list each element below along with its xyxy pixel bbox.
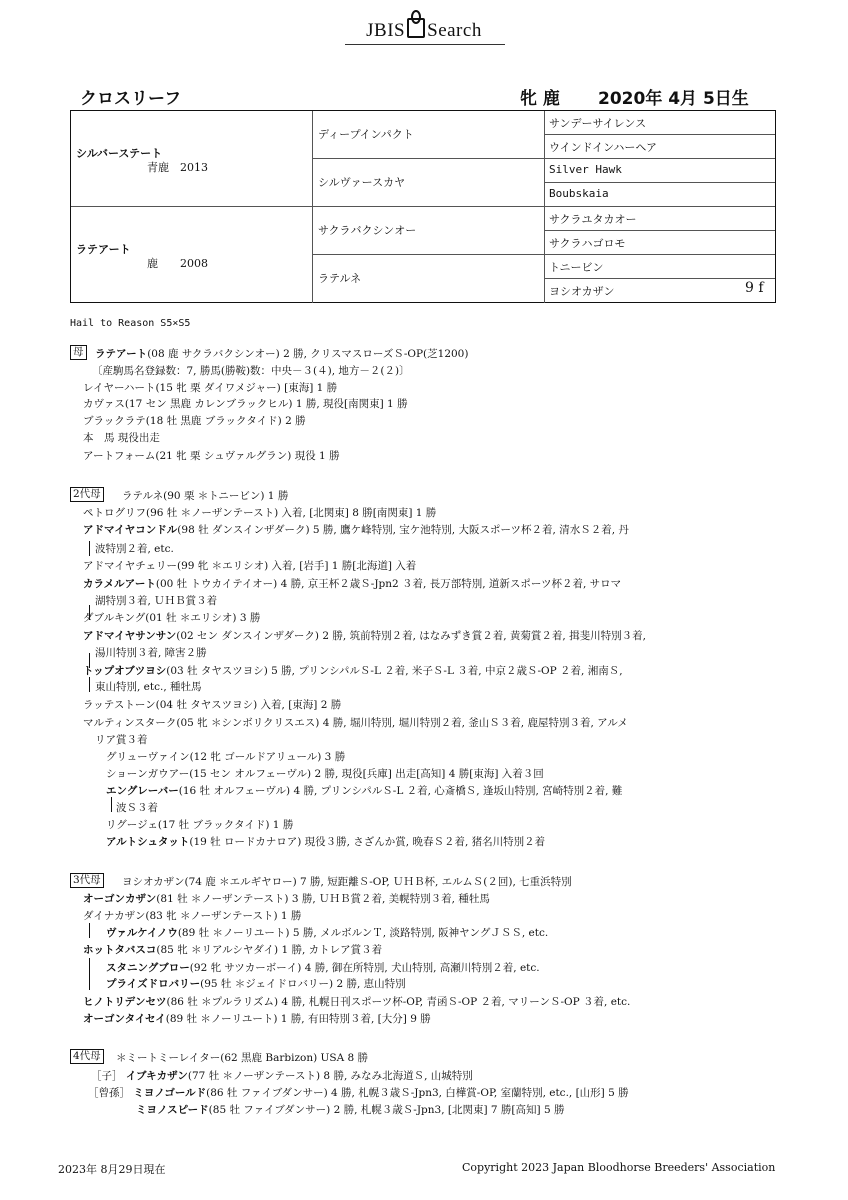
family-line (83, 1011, 431, 1026)
indent-bar (89, 541, 90, 556)
inbreeding-text: Hail to Reason S5×S5 (70, 318, 191, 329)
line-detail: (03 牡 タヤスツヨシ) 5 勝, プリンシパルＳ-L ２着, 米子Ｓ-L ３着, 中京２歳Ｓ-OP ２着, 湘南Ｓ, (166, 665, 623, 677)
dam-info: 鹿 2008 (147, 257, 208, 270)
gen2-label (70, 487, 108, 502)
sire-info: 青鹿 2013 (147, 161, 208, 174)
pedigree-dd-cell (313, 255, 545, 303)
horse-name: クロスリーフ (80, 89, 182, 109)
horse-name-bold: アドマイヤコンドル (83, 524, 178, 536)
pedigree-table (70, 110, 776, 303)
pedigree-sire-cell (71, 111, 313, 207)
horse-name-bold: カラメルアート (83, 578, 156, 590)
horse-name-bold: プライズドロバリー (106, 978, 201, 990)
line-detail: (85 牡 ファイブダンサー) 2 勝, 札幌３歳Ｓ-Jpn3, [北関東] 7 勝[高知] 5 勝 (208, 1104, 565, 1116)
line-text: 本 馬 現役出走 (83, 432, 160, 444)
dsd-name: サクラハゴロモ (549, 237, 626, 250)
family-line (83, 697, 341, 712)
line-detail: (95 牡 ＊ジェイドロバリー) 2 勝, 恵山特別 (200, 978, 406, 990)
footer-date: 2023年 8月29日現在 (58, 1163, 166, 1176)
line-text: ショーンガウアー(15 セン オルフェーヴル) 2 勝, 現役[兵庫] 出走[高知] 4 勝[東海] 入着３回 (106, 768, 544, 780)
logo-text-right: Search (427, 20, 482, 41)
family-line (106, 766, 544, 781)
line-detail: (89 牡 ＊ノーリユート) 5 勝, メルボルンＴ, 淡路特別, 阪神ヤングＪＳＳ, etc. (177, 927, 549, 939)
line-text: ［子］ (91, 1070, 126, 1082)
line-detail: (77 牡 ＊ノーザンテースト) 8 勝, みなみ北海道Ｓ, 山城特別 (187, 1070, 473, 1082)
section-label-box: 4代母 (70, 1049, 104, 1064)
family-line (83, 396, 408, 411)
family-line (83, 380, 337, 395)
horse-name-bold: ミヨノゴールド (133, 1087, 207, 1099)
family-line (106, 749, 345, 764)
line-detail: (92 牝 サツカーボーイ) 4 勝, 御在所特別, 犬山特別, 高瀬川特別２着, etc. (189, 962, 540, 974)
indent-bar (89, 958, 90, 990)
family-line (83, 908, 301, 923)
logo-divider (345, 44, 505, 45)
family-line (95, 732, 148, 747)
pedigree-dss-cell (545, 207, 775, 231)
family-line (83, 715, 628, 730)
indent-bar (89, 653, 90, 668)
line-text: ヨシオカザン(74 鹿 ＊エルギヤロー) 7 勝, 短距離Ｓ-OP, ＵＨＢ杯, エルムＳ(２回), 七重浜特別 (122, 876, 572, 888)
horse-name-bold: エングレーバー (106, 785, 179, 797)
sdd-name: Boubskaia (549, 187, 609, 200)
line-text: アドマイヤチェリー(99 牝 ＊エリシオ) 入着, [岩手] 1 勝[北海道] 入着 (83, 560, 417, 572)
indent-bar (89, 677, 90, 692)
family-line (95, 346, 468, 361)
family-line (95, 593, 217, 608)
ddd-name: ヨシオカザン (549, 285, 615, 298)
horse-sex-color: 牝 鹿 (520, 89, 560, 109)
line-text: 東山特別, etc., 種牡馬 (95, 681, 202, 693)
indent-bar (89, 605, 90, 620)
family-line (83, 413, 306, 428)
family-line (83, 994, 630, 1009)
line-text: 湯川特別３着, 障害２勝 (95, 647, 207, 659)
family-number: 9 f (745, 280, 764, 296)
family-line (116, 800, 158, 815)
line-detail: (02 セン ダンスインザダーク) 2 勝, 筑前特別２着, はなみずき賞２着, 黄菊賞２着, 揖斐川特別３着, (176, 630, 646, 642)
section-label-box: 母 (70, 345, 87, 360)
line-text: ［曾孫］ (88, 1087, 134, 1099)
horse-name-bold: ラテアート (95, 348, 148, 360)
jbis-logo (0, 18, 848, 42)
indent-bar (89, 923, 90, 938)
pedigree-ds-cell (313, 207, 545, 255)
line-text: ダブルキング(01 牡 ＊エリシオ) 3 勝 (83, 612, 261, 624)
dss-name: サクラユタカオー (549, 213, 637, 226)
family-line (83, 663, 623, 678)
footer-copyright: Copyright 2023 Japan Bloodhorse Breeders' Association (462, 1161, 776, 1174)
family-line (106, 817, 293, 832)
line-detail: (98 牡 ダンスインザダーク) 5 勝, 鷹ケ峰特別, 宝ケ池特別, 大阪スポーツ杯２着, 清水Ｓ２着, 丹 (177, 524, 629, 536)
sire-name: シルバーステート (76, 147, 163, 160)
line-text: カヴァス(17 セン 黒鹿 カレンブラックヒル) 1 勝, 現役[南関東] 1 勝 (83, 398, 408, 410)
horse-name-bold: オーゴンタイセイ (83, 1013, 166, 1025)
horse-birth-date: 2020年 4月 5日生 (598, 89, 749, 109)
horse-name-bold: アルトシュタット (106, 836, 190, 848)
family-line (83, 628, 646, 643)
family-line (95, 645, 207, 660)
gen3-label (70, 873, 108, 888)
family-line (95, 679, 202, 694)
dd-name: ラテルネ (318, 272, 362, 285)
line-text: ラッテストーン(04 牡 タヤスツヨシ) 入着, [東海] 2 勝 (83, 699, 342, 711)
pedigree-sds-cell (545, 159, 775, 183)
line-text: ＊ミートミーレイター(62 黒鹿 Barbizon) USA 8 勝 (116, 1052, 369, 1064)
pedigree-ss-cell (313, 111, 545, 159)
line-text: リグージェ(17 牡 ブラックタイド) 1 勝 (106, 819, 294, 831)
horse-name-bold: オーゴンカザン (83, 893, 157, 905)
family-line (106, 783, 622, 798)
line-text: 波Ｓ３着 (116, 802, 158, 814)
line-text: マルティンスターク(05 牝 ＊シンボリクリスエス) 4 勝, 堀川特別, 堀川特別２着, 釜山Ｓ３着, 鹿屋特別３着, アルメ (83, 717, 628, 729)
horse-name-bold: スタニングブロー (106, 962, 190, 974)
line-detail: (86 牡 ＊プルラリズム) 4 勝, 札幌日刊スポーツ杯-OP, 青函Ｓ-OP ２着, マリーンＳ-OP ３着, etc. (166, 996, 631, 1008)
line-detail: (19 牡 ロードカナロア) 現役３勝, さざんか賞, 晩春Ｓ２着, 猪名川特別２着 (189, 836, 546, 848)
horse-name-bold: ヴァルケイノウ (106, 927, 178, 939)
section-label-box: 2代母 (70, 487, 104, 502)
family-line (122, 488, 288, 503)
pedigree-ssd-cell (545, 135, 775, 159)
line-detail: (08 鹿 サクラバクシンオー) 2 勝, クリスマスローズＳ-OP(芝1200) (147, 348, 469, 360)
family-line (88, 1085, 629, 1100)
family-line (106, 834, 545, 849)
family-line (83, 505, 436, 520)
line-detail: (00 牡 トウカイテイオー) 4 勝, 京王杯２歳Ｓ-Jpn2 ３着, 長万部特別, 道新スポーツ杯２着, サロマ (155, 578, 622, 590)
gen4-label (70, 1049, 108, 1064)
family-line (91, 1068, 473, 1083)
line-text: リア賞３着 (95, 734, 148, 746)
ds-name: サクラバクシンオー (318, 224, 417, 237)
horse-name-bold: イブキカザン (125, 1070, 188, 1082)
line-text: 湖特別３着, ＵＨＢ賞３着 (95, 595, 218, 607)
line-text: ペトログリフ(96 牡 ＊ノーザンテースト) 入着, [北関東] 8 勝[南関東] 1 勝 (83, 507, 437, 519)
family-line (83, 891, 490, 906)
line-text: ダイナカザン(83 牝 ＊ノーザンテースト) 1 勝 (83, 910, 302, 922)
horse-name-bold: ホットタバスコ (83, 944, 157, 956)
family-line (83, 522, 629, 537)
pedigree-sd-cell (313, 159, 545, 207)
line-text: グリューヴァイン(12 牝 ゴールドアリュール) 3 勝 (106, 751, 346, 763)
dam_section-label (70, 345, 91, 360)
line-text: ブラックラテ(18 牡 黒鹿 ブラックタイド) 2 勝 (83, 415, 306, 427)
logo-text-left: JBIS (366, 20, 406, 41)
pedigree-dam-cell (71, 207, 313, 303)
line-text: アートフォーム(21 牝 栗 シュヴァルグラン) 現役 1 勝 (83, 450, 340, 462)
horse-name-bold: ヒノトリデンセツ (83, 996, 167, 1008)
line-text: レイヤーハート(15 牝 栗 ダイワメジャー) [東海] 1 勝 (83, 382, 338, 394)
pedigree-sdd-cell (545, 183, 775, 207)
line-detail: (86 牡 ファイブダンサー) 4 勝, 札幌３歳Ｓ-Jpn3, 白樺賞-OP, 室蘭特別, etc., [山形] 5 勝 (206, 1087, 629, 1099)
line-detail: (85 牝 ＊リアルシヤダイ) 1 勝, カトレア賞３着 (156, 944, 383, 956)
family-line (92, 363, 410, 378)
line-detail: (81 牡 ＊ノーザンテースト) 3 勝, ＵＨＢ賞２着, 美幌特別３着, 種牡馬 (156, 893, 490, 905)
pedigree-sss-cell (545, 111, 775, 135)
ss-name: ディープインパクト (318, 128, 414, 141)
family-line (95, 541, 174, 556)
pedigree-dsd-cell (545, 231, 775, 255)
horse-logo-icon (407, 18, 425, 38)
sd-name: シルヴァースカヤ (318, 176, 406, 189)
sss-name: サンデーサイレンス (549, 117, 647, 130)
horse-name-bold: トップオブツヨシ (83, 665, 167, 677)
pedigree-dds-cell (545, 255, 775, 279)
family-line (83, 576, 621, 591)
horse-name-bold: アドマイヤサンサン (83, 630, 177, 642)
dds-name: トニービン (549, 261, 604, 274)
pedigree-ddd-cell (545, 279, 775, 303)
family-line (83, 448, 340, 463)
line-detail: (89 牡 ＊ノーリユート) 1 勝, 有田特別３着, [大分] 9 勝 (165, 1013, 431, 1025)
dam-name: ラテアート (76, 243, 131, 256)
ssd-name: ウインドインハーヘア (549, 141, 658, 154)
line-text: 波特別２着, etc. (95, 543, 174, 555)
sds-name: Silver Hawk (549, 163, 622, 176)
line-text: 〔産駒馬名登録数：7, 勝馬(勝鞍)数：中央－３(４), 地方－２(２)〕 (92, 365, 410, 377)
section-label-box: 3代母 (70, 873, 104, 888)
family-line (83, 610, 260, 625)
family-line (83, 558, 416, 573)
family-line (106, 976, 406, 991)
line-text: ラテルネ(90 栗 ＊トニービン) 1 勝 (122, 490, 289, 502)
family-line (106, 925, 548, 940)
family-line (122, 874, 572, 889)
family-line (106, 960, 540, 975)
family-line (83, 430, 160, 445)
family-line (83, 942, 382, 957)
family-line (116, 1050, 368, 1065)
family-line (136, 1102, 564, 1117)
indent-bar (111, 797, 112, 812)
horse-name-bold: ミヨノスピード (136, 1104, 209, 1116)
line-detail: (16 牡 オルフェーヴル) 4 勝, プリンシパルＳ-L ２着, 心斎橋Ｓ, 逢坂山特別, 宮崎特別２着, 難 (178, 785, 623, 797)
